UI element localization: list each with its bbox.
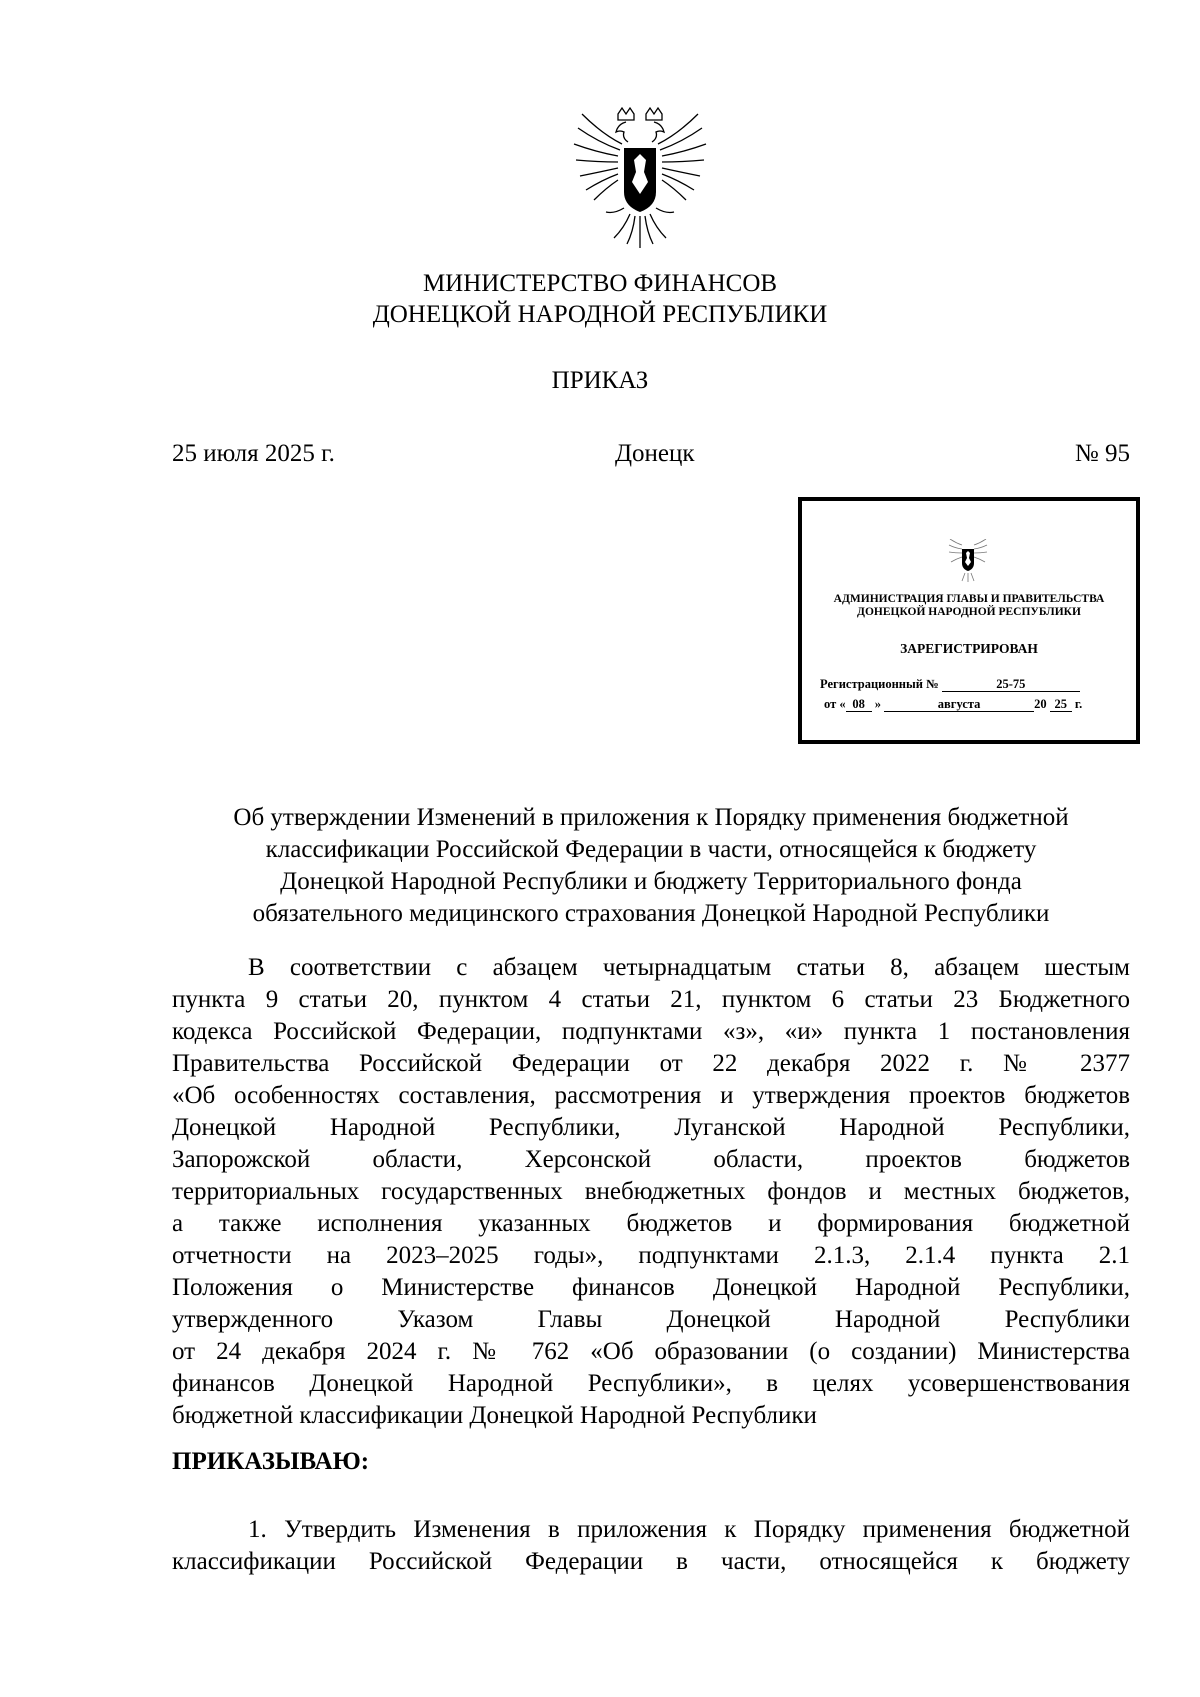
paragraph-line: Запорожской области, Херсонской области, проектов бюджетов (172, 1146, 1130, 1173)
paragraph-line: территориальных государственных внебюджетных фондов и местных бюджетов, (172, 1178, 1130, 1205)
date-location-number-row (172, 440, 1130, 472)
title-line: обязательного медицинского страхования Донецкой Народной Республики (252, 900, 1050, 927)
ministry-name (0, 268, 1200, 330)
stamp-registration-date-line (824, 697, 1082, 712)
document-title (172, 802, 1130, 930)
stamp-org-line-1: АДМИНИСТРАЦИЯ ГЛАВЫ И ПРАВИТЕЛЬСТВА (833, 593, 1105, 605)
stamp-date-year-prefix: 20 (1034, 697, 1047, 711)
preamble-paragraph (172, 952, 1130, 1432)
stamp-emblem-icon (948, 539, 988, 583)
order-word: ПРИКАЗЫВАЮ: (172, 1448, 370, 1475)
paragraph-line: финансов Донецкой Народной Республики», в целях усовершенствования (172, 1370, 1130, 1397)
paragraph-line: бюджетной классификации Донецкой Народной Республики (172, 1402, 817, 1429)
stamp-date-day: 08 (846, 697, 872, 712)
document-type: ПРИКАЗ (551, 367, 649, 394)
paragraph-line: Положения о Министерстве финансов Донецкой Народной Республики, (172, 1274, 1130, 1301)
document-date: 25 июля 2025 г. (172, 440, 335, 467)
registration-stamp (798, 497, 1140, 744)
stamp-date-prefix: от « (824, 697, 846, 711)
coat-of-arms-emblem (570, 104, 710, 254)
ministry-line-1: МИНИСТЕРСТВО ФИНАНСОВ (422, 270, 778, 297)
stamp-reg-number: 25-75 (942, 677, 1080, 692)
paragraph-line: 1. Утвердить Изменения в приложения к Порядку применения бюджетной (248, 1516, 1130, 1543)
stamp-registration-number-line (820, 677, 1080, 692)
stamp-reg-label: Регистрационный № (820, 677, 939, 691)
stamp-org-line-2: ДОНЕЦКОЙ НАРОДНОЙ РЕСПУБЛИКИ (857, 606, 1081, 618)
order-item-1 (172, 1514, 1130, 1578)
title-line: Об утверждении Изменений в приложения к Порядку применения бюджетной (233, 804, 1069, 831)
stamp-date-quote-close: » (874, 697, 881, 711)
paragraph-line: кодекса Российской Федерации, подпунктами «з», «и» пункта 1 постановления (172, 1018, 1130, 1045)
title-line: Донецкой Народной Республики и бюджету Территориального фонда (280, 868, 1022, 895)
ministry-line-2: ДОНЕЦКОЙ НАРОДНОЙ РЕСПУБЛИКИ (372, 301, 828, 328)
paragraph-line: от 24 декабря 2024 г. № 762 «Об образовании (о создании) Министерства (172, 1338, 1130, 1365)
stamp-date-suffix: г. (1074, 697, 1083, 711)
paragraph-line: классификации Российской Федерации в части, относящейся к бюджету (172, 1548, 1130, 1575)
paragraph-line: отчетности на 2023–2025 годы», подпунктами 2.1.3, 2.1.4 пункта 2.1 (172, 1242, 1130, 1269)
stamp-date-month: августа (884, 697, 1034, 712)
stamp-organization (802, 593, 1136, 619)
stamp-date-year: 25 (1050, 697, 1072, 712)
paragraph-line: пункта 9 статьи 20, пунктом 4 статьи 21, пунктом 6 статьи 23 Бюджетного (172, 986, 1130, 1013)
title-line: классификации Российской Федерации в части, относящейся к бюджету (265, 836, 1037, 863)
paragraph-line: а также исполнения указанных бюджетов и формирования бюджетной (172, 1210, 1130, 1237)
document-city: Донецк (615, 440, 695, 467)
paragraph-line: «Об особенностях составления, рассмотрения и утверждения проектов бюджетов (172, 1082, 1130, 1109)
paragraph-line: В соответствии с абзацем четырнадцатым статьи 8, абзацем шестым (248, 954, 1130, 981)
stamp-status: ЗАРЕГИСТРИРОВАН (900, 641, 1038, 656)
paragraph-line: Правительства Российской Федерации от 22 декабря 2022 г. № 2377 (172, 1050, 1130, 1077)
document-number: № 95 (1074, 440, 1130, 467)
paragraph-line: Донецкой Народной Республики, Луганской Народной Республики, (172, 1114, 1130, 1141)
paragraph-line: утвержденного Указом Главы Донецкой Народной Республики (172, 1306, 1130, 1333)
